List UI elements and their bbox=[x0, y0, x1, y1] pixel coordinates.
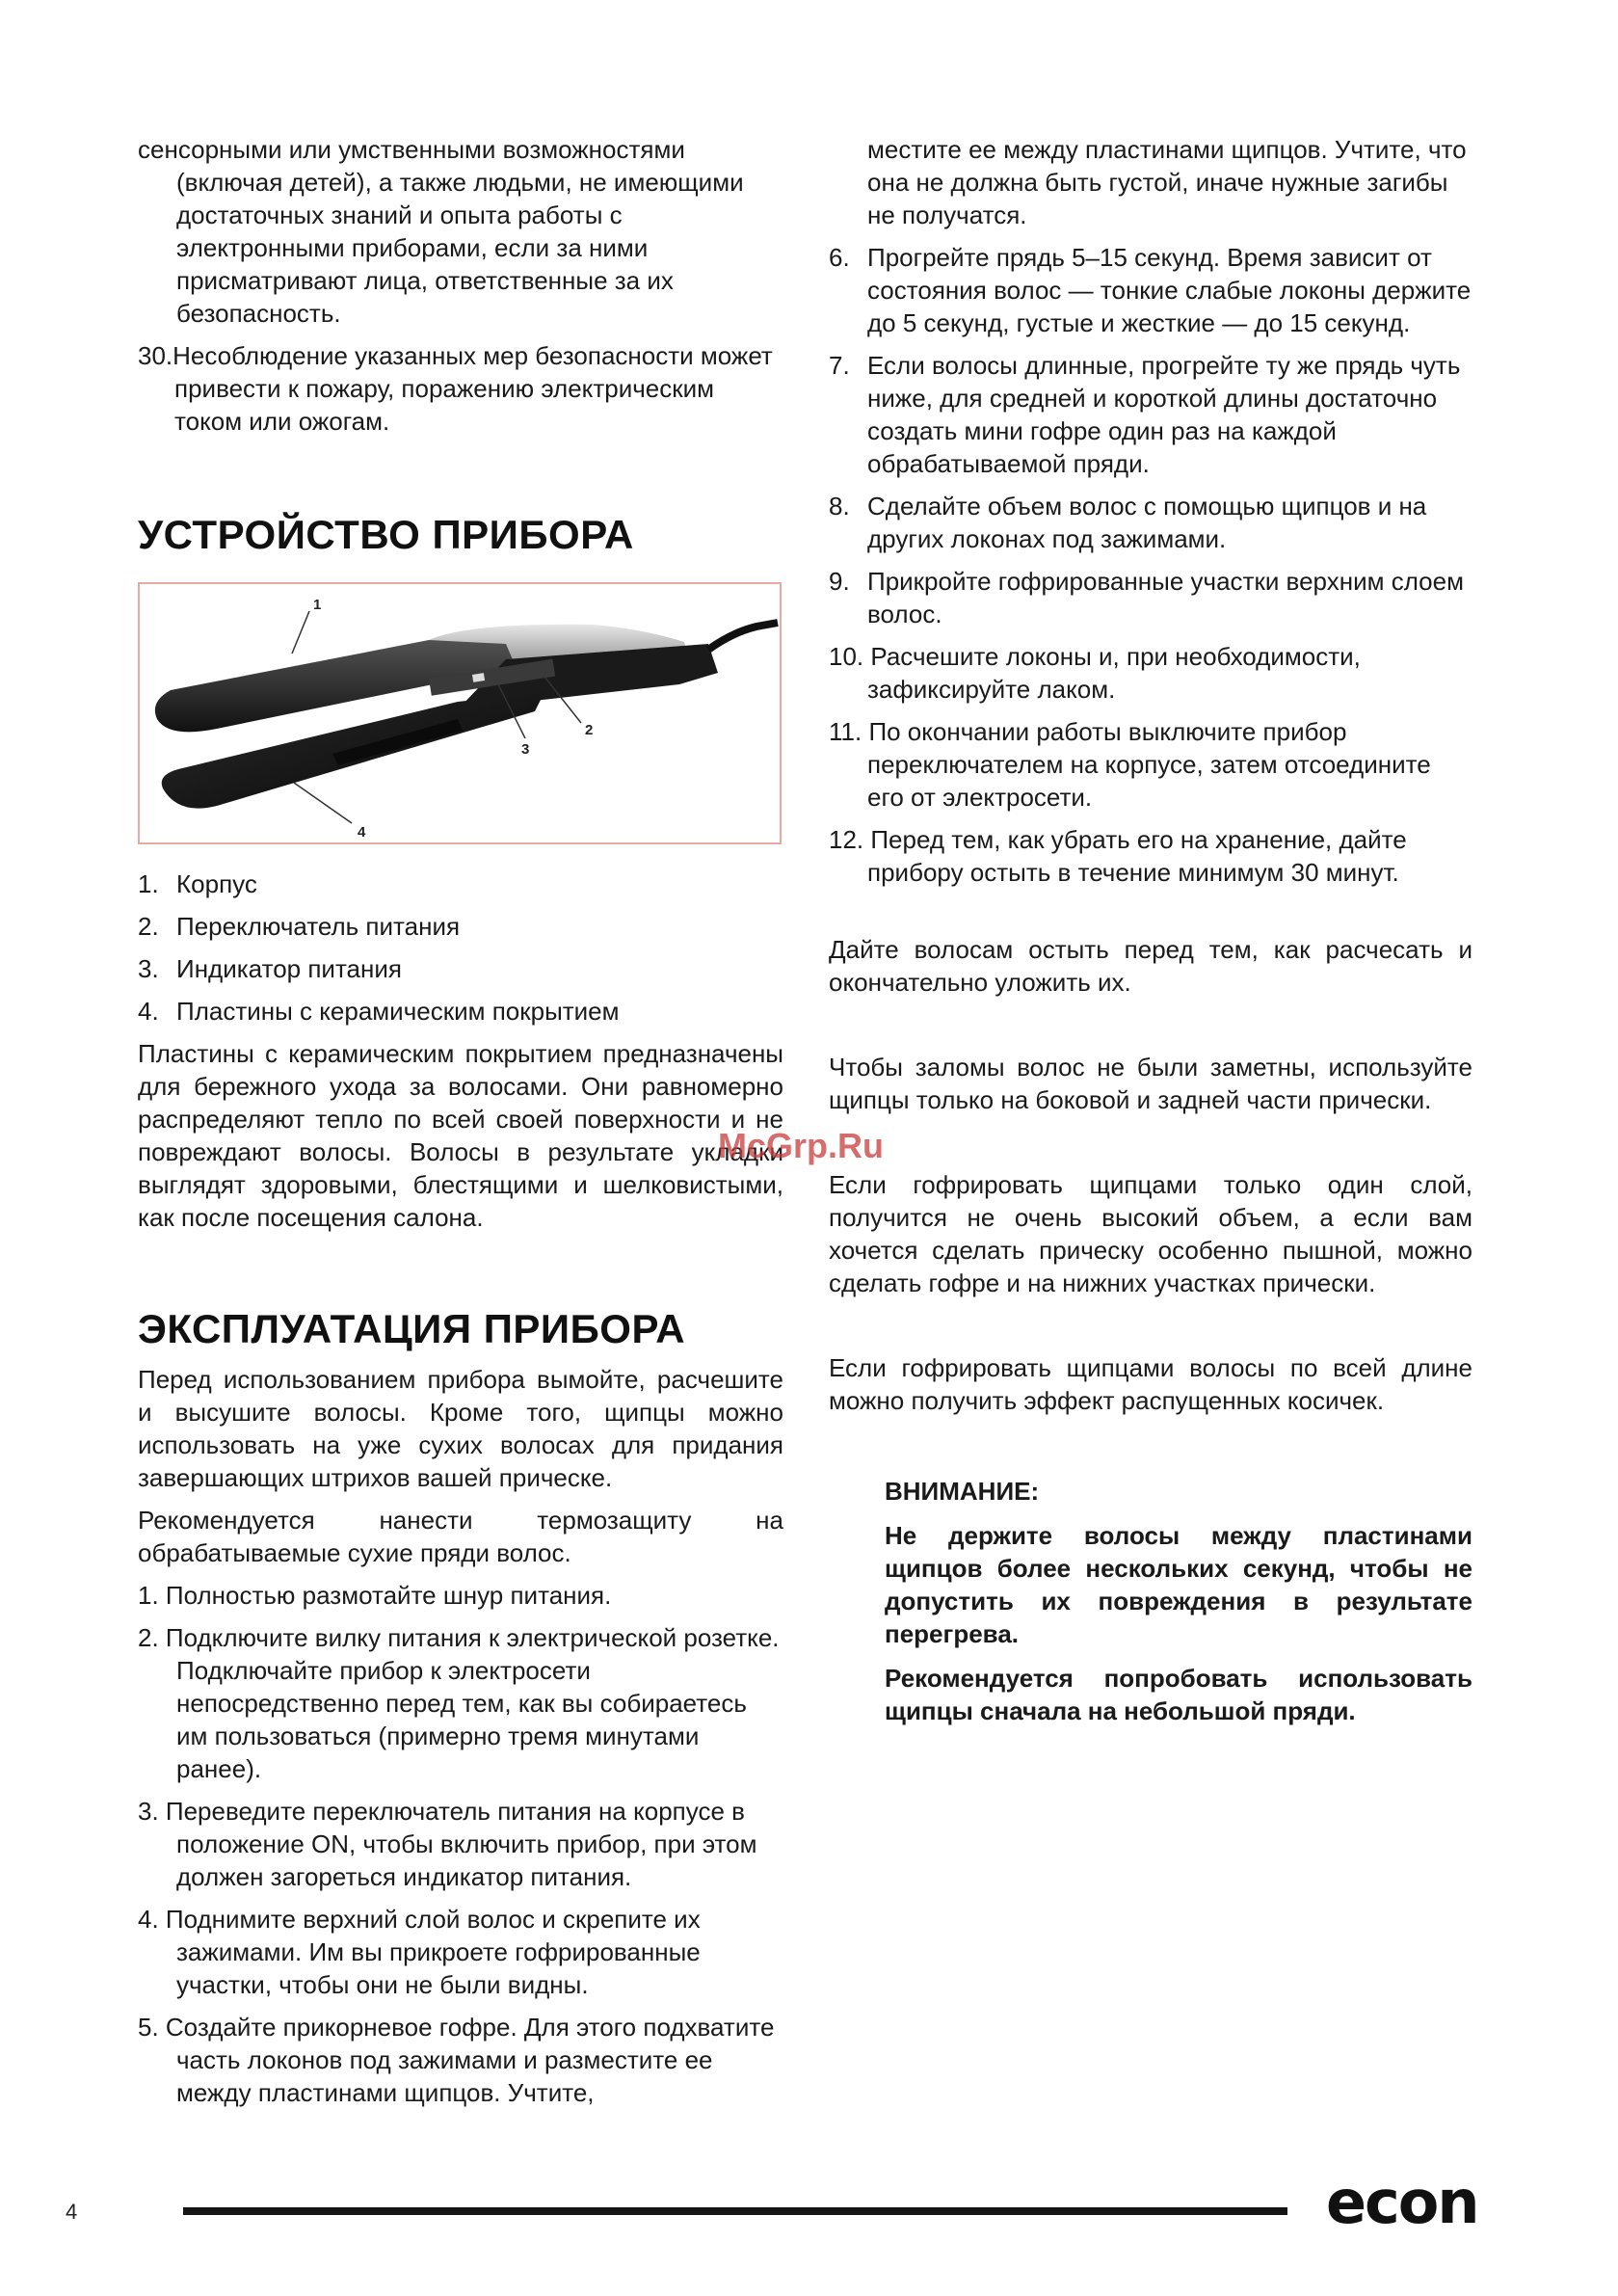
part-item-1: 1. Корпус bbox=[138, 869, 257, 898]
page-number: 4 bbox=[66, 2200, 78, 2224]
safety-item-30: 30.Несоблюдение указанных мер безопасности может привести к пожару, поражению электрическим током или ожогам. bbox=[138, 341, 773, 436]
footer-rule bbox=[183, 2207, 1287, 2215]
tip-paragraph-1: Дайте волосам остыть перед тем, как расчесать и окончательно уложить их. bbox=[829, 935, 1472, 997]
callout-1: 1 bbox=[313, 597, 322, 613]
device-heading: УСТРОЙСТВО ПРИБОРА bbox=[138, 512, 634, 557]
tip-paragraph-3: Если гофрировать щипцами только один слой, получится не очень высокий объем, а если вам хочется сделать прическу особенно пышной, можно сделать гофре и на нижних участках прически. bbox=[829, 1170, 1472, 1297]
usage-step-12: 12. Перед тем, как убрать его на хранение, дайте прибору остыть в течение минимум 30 минут. bbox=[829, 825, 1407, 887]
callout-4: 4 bbox=[358, 824, 366, 841]
power-cord bbox=[708, 623, 778, 650]
usage-paragraph-2: Рекомендуется нанести термозащиту на обрабатываемые сухие пряди волос. bbox=[138, 1506, 783, 1567]
usage-step-1: 1. Полностью размотайте шнур питания. bbox=[138, 1581, 612, 1610]
part-item-4: 4. Пластины с керамическим покрытием bbox=[138, 997, 620, 1026]
usage-heading: ЭКСПЛУАТАЦИЯ ПРИБОРА bbox=[138, 1306, 686, 1351]
usage-step-7: 7. Если волосы длинные, прогрейте ту же прядь чуть ниже, для средней и короткой длины достаточно создать мини гофре один раз на каждой обрабатываемой пряди. bbox=[829, 351, 1461, 478]
part-item-3: 3. Индикатор питания bbox=[138, 954, 402, 983]
warning-block bbox=[885, 1475, 1472, 1727]
plates-description: Пластины с керамическим покрытием предназначены для бережного ухода за волосами. Они равномерно распределяют тепло по всей своей поверхности и не повреждают волосы. Волосы в результате укладки выглядят здоровыми, блестящими и шелковистыми, как после посещения салона. bbox=[138, 1039, 783, 1232]
usage-paragraph-1: Перед использованием прибора вымойте, расчешите и высушите волосы. Кроме того, щипцы можно использовать на уже сухих волосах для придания завершающих штрихов вашей прическе. bbox=[138, 1365, 783, 1492]
warning-title: ВНИМАНИЕ: bbox=[885, 1477, 1040, 1506]
right-column bbox=[829, 133, 1472, 1739]
tip-paragraph-2: Чтобы заломы волос не были заметны, используйте щипцы только на боковой и задней части прически. bbox=[829, 1053, 1472, 1114]
watermark: McGrp.Ru bbox=[718, 1126, 885, 1165]
parts-list bbox=[138, 868, 783, 1028]
warning-paragraph-2: Рекомендуется попробовать использовать щипцы сначала на небольшой пряди. bbox=[885, 1664, 1472, 1725]
usage-step-6: 6. Прогрейте прядь 5–15 секунд. Время зависит от состояния волос — тонкие слабые локоны держите до 5 секунд, густые и жесткие — до 15 секунд. bbox=[829, 243, 1472, 337]
safety-item-29-continued: сенсорными или умственными возможностями (включая детей), а также людьми, не имеющими достаточных знаний и опыта работы с электронными приборами, если за ними присматривают лица, ответственные за их безопасность. bbox=[138, 135, 744, 328]
corrugating-iron-illustration bbox=[140, 584, 780, 842]
callout-3: 3 bbox=[521, 741, 530, 758]
tip-paragraph-4: Если гофрировать щипцами волосы по всей длине можно получить эффект распущенных косичек. bbox=[829, 1353, 1472, 1415]
part-item-2: 2. Переключатель питания bbox=[138, 912, 461, 941]
usage-step-9: 9. Прикройте гофрированные участки верхним слоем волос. bbox=[829, 567, 1464, 628]
usage-step-2: 2. Подключите вилку питания к электрической розетке. Подключайте прибор к электросети непосредственно перед тем, как вы собираетесь им пользоваться (примерно тремя минутами ранее). bbox=[138, 1623, 780, 1783]
usage-step-5: 5. Создайте прикорневое гофре. Для этого подхватите часть локонов под зажимами и разместите ее между пластинами щипцов. Учтите, bbox=[138, 2013, 775, 2107]
usage-step-5-continued: местите ее между пластинами щипцов. Учтите, что она не должна быть густой, иначе нужные загибы не получатся. bbox=[867, 135, 1467, 229]
usage-step-4: 4. Поднимите верхний слой волос и скрепите их зажимами. Им вы прикроете гофрированные участки, чтобы они не были видны. bbox=[138, 1905, 701, 1999]
usage-step-10: 10. Расчешите локоны и, при необходимости, зафиксируйте лаком. bbox=[829, 642, 1361, 704]
usage-step-11: 11. По окончании работы выключите прибор переключателем на корпусе, затем отсоедините его от электросети. bbox=[829, 717, 1431, 812]
econ-logo bbox=[1326, 2167, 1499, 2242]
usage-step-8: 8. Сделайте объем волос с помощью щипцов и на других локонах под зажимами. bbox=[829, 492, 1427, 553]
svg-text:econ: econ bbox=[1326, 2167, 1478, 2237]
left-column bbox=[138, 133, 783, 2107]
usage-step-3: 3. Переведите переключатель питания на корпусе в положение ON, чтобы включить прибор, при этом должен загореться индикатор питания. bbox=[138, 1797, 757, 1891]
callout-2: 2 bbox=[585, 722, 594, 738]
warning-paragraph-1: Не держите волосы между пластинами щипцов более нескольких секунд, чтобы не допустить их повреждения в результате перегрева. bbox=[885, 1521, 1472, 1648]
device-figure bbox=[138, 582, 782, 844]
